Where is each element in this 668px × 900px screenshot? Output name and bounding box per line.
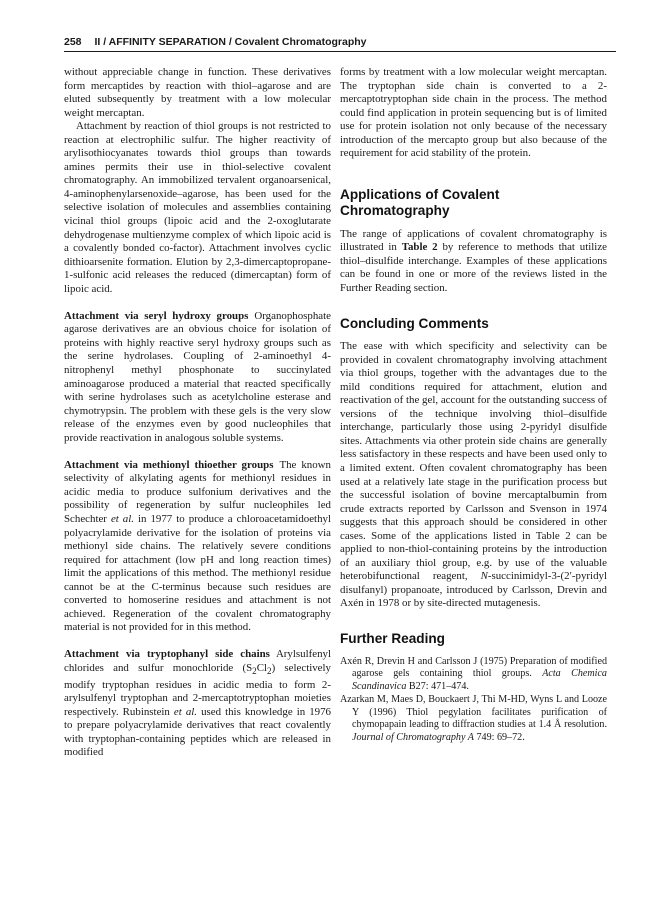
running-header: [64, 36, 616, 48]
paragraph: Attachment by reaction of thiol groups is not restricted to reaction at electrophilic sulfur. The higher reactivity of arylisothiocyanates towards thiol groups than towards amines permits their use in thiol-selective covalent chromatography. An immobilized tervalent organoarsenical, 4-aminophenylarsenoxide–agarose, has been used for the selective isolation of molecules and assemblies containing vicinal thiol groups (lipoic acid and the 2-oxoglutarate dehydrogenase multienzyme complex of which lipoic acid is a covalently bonded co-factor). Attachment involves cyclic dithioarsenite formation. Elution by 2,3-dimercaptopropane-1-sulfonic acid releases the reduced (dimercaptan) form of lipoic acid.: [64, 120, 331, 295]
header-rule: [64, 51, 616, 52]
table-reference: Table 2: [401, 241, 438, 254]
heading-concluding: Concluding Comments: [340, 315, 489, 331]
section-title: II / AFFINITY SEPARATION / Covalent Chromatography: [94, 36, 367, 48]
paragraph-tryptophanyl: Attachment via tryptophanyl side chains Arylsulfenyl chlorides and sulfur monochloride $(S_2Cl_2)$ selectively modify tryptophan residues in acidic media to form 2-arylsulfenyl tryptophan and 2-mercaptotryptophan moieties respectively. Rubinstein et al. used this knowledge in 1976 to prepare polyacrylamide derivatives that react covalently with tryptophan-containing peptides which are released in modified: [64, 648, 331, 759]
heading-applications: Applications of Covalent Chromatography: [340, 186, 500, 219]
paragraph-applications: The range of applications of covalent chromatography is illustrated in Table 2 by reference to methods that utilize thiol–disulfide interchange. Examples of these applications can be found in one or more of the reviews listed in the Further Reading section.: [340, 227, 608, 295]
run-in-heading-seryl: Attachment via seryl hydroxy groups: [64, 309, 249, 322]
paragraph-methionyl: Attachment via methionyl thioether groups The known selectivity of alkylating agents for methionyl residues in acidic media to produce sulfonium derivatives and the possibility of regeneration by sulfur nucleophiles led Schechter et al. in 1977 to produce a chloroacetamidoethyl polyacrylamide derivative for the isolation of proteins via methionyl side chains. The relatively severe conditions required for attachment (low pH and long reaction times) limit the applications of this method. The methionyl residue cannot be at the C-terminus because such residues are converted to homoserine residues and attachment is not achieved. Regeneration of the covalent chromatography material is not provided for in this method.: [64, 458, 331, 634]
run-in-heading-methionyl: Attachment via methionyl thioether groups: [64, 458, 274, 471]
right-column: [340, 66, 607, 746]
paragraph-concluding: The ease with which specificity and selectivity can be provided in covalent chromatography involving attachment via thiol groups, together with the advantages due to the mild conditions required for attachment, elution and reactivation of the gel, account for the outstanding success of versions of the technique involving thiol–disulfide interchange, particularly those using 2-pyridyl disulfide sites. Attachments via other protein side chains are generally less satisfactory in these respects and have been used only to a limited extent. Often covalent chromatography has been used at a relatively late stage in the purification process but the successful isolation of bovine mercaptalbumin from crude extracts reported by Carlsson and Svenson in 1974 suggests that this approach should be considered in other cases. Some of the applications listed in Table 2 can be applied to non-thiol-containing proteins by the introduction of an auxiliary thiol group, e.g. by use of the valuable heterobifunctional reagent, N-succinimidyl-3-(2′-pyridyl disulfanyl) propanoate, introduced by Carlsson, Drevin and Axén in 1978 or by site-directed mutagenesis.: [340, 340, 607, 610]
reference-item: Azarkan M, Maes D, Bouckaert J, Thi M-HD, Wyns L and Looze Y (1996) Thiol pegylation facilitates purification of chymopapain leading to diffraction studies at 1.4 Å resolution. Journal of Chromatography A 749: 69–72.: [340, 694, 607, 744]
page-number: 258: [64, 36, 82, 48]
reference-item: Axén R, Drevin H and Carlsson J (1975) Preparation of modified agarose gels containing thiol groups. Acta Chemica Scandinavica B27: 471–474.: [340, 655, 607, 692]
heading-further-reading: Further Reading: [340, 631, 445, 646]
left-column: [64, 66, 331, 760]
paragraph: without appreciable change in function. These derivatives form mercaptides by reaction with thiol–agarose and are eluted subsequently by treatment with a low molecular weight mercaptan.: [64, 66, 331, 119]
paragraph: forms by treatment with a low molecular weight mercaptan. The tryptophan side chain is converted to a 2-mercaptotryptophan side chain in the process. The method could find application in protein sequencing but is of limited use for protein isolation not only because of the necessary introduction of the mercapto group but also because of the requirement for acid stability of the protein.: [340, 66, 607, 160]
run-in-heading-tryptophanyl: Attachment via tryptophanyl side chains: [64, 648, 270, 661]
paragraph-seryl: Attachment via seryl hydroxy groups Organophosphate agarose derivatives are an obvious choice for isolation of proteins with highly reactive seryl hydroxy groups such as the serine hydrolases. Coupling of 2-aminoethyl 4-nitrophenyl methyl phosphonate to succinylated aminoagarose produced a material that reacted specifically with serine hydrolases such as acetylcholine esterase and chymotrypsin. The problem with these gels is the very slow release of the enzymes even by good nucleophiles that provide reactivation in analogous soluble systems.: [64, 309, 331, 444]
